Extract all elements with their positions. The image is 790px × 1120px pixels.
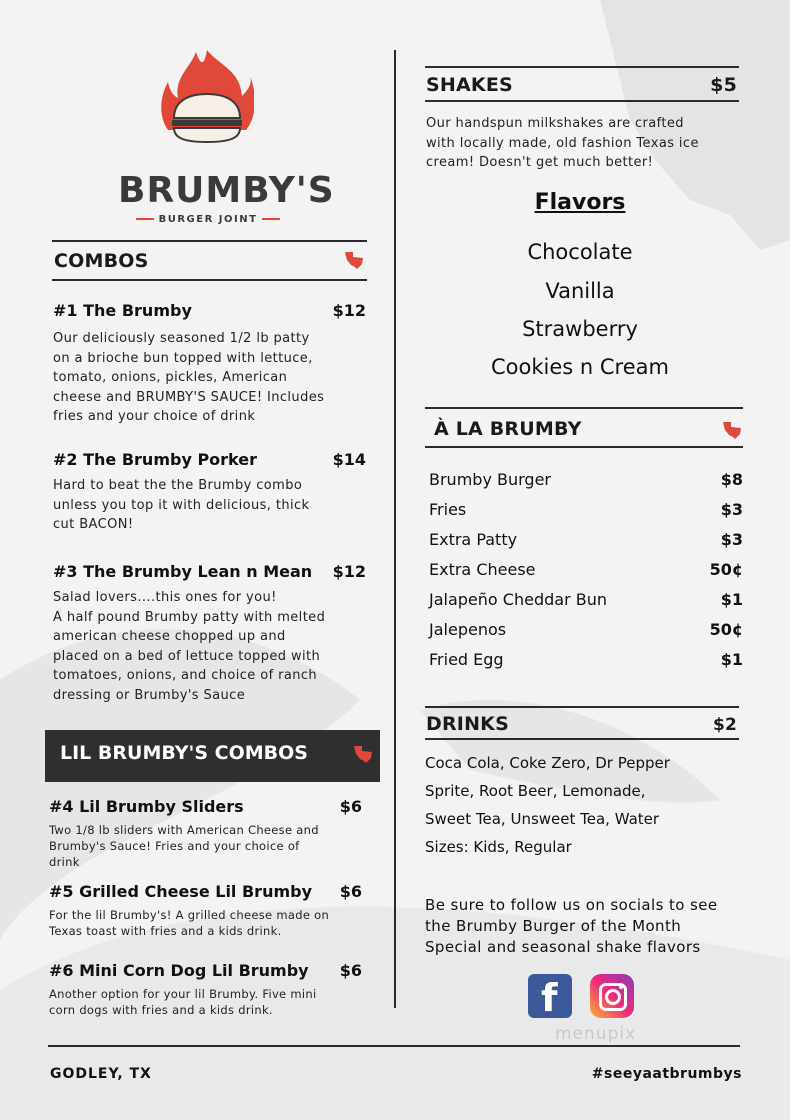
combo-1-price: $12 bbox=[332, 301, 366, 320]
ala-item-price: $1 bbox=[720, 650, 743, 669]
divider bbox=[262, 218, 280, 220]
facebook-icon[interactable] bbox=[528, 974, 572, 1018]
desc-line: Brumby's Sauce! Fries and your choice of bbox=[49, 839, 300, 853]
desc-line: Another option for your lil Brumby. Five mini bbox=[49, 987, 317, 1001]
watermark: menupix bbox=[555, 1024, 637, 1044]
desc-line: tomatoes, onions, and choice of ranch bbox=[53, 668, 318, 683]
section-rule bbox=[52, 240, 367, 242]
instagram-lens bbox=[605, 989, 621, 1005]
desc-line: Hard to beat the the Brumby combo bbox=[53, 478, 303, 493]
section-rule bbox=[425, 706, 739, 708]
social-line: Be sure to follow us on socials to see bbox=[425, 896, 718, 914]
social-message bbox=[425, 895, 755, 958]
lil-combo-6-price: $6 bbox=[339, 961, 362, 980]
desc-line: Our handspun milkshakes are crafted bbox=[426, 116, 684, 131]
desc-line: tomato, onions, pickles, American bbox=[53, 370, 288, 385]
desc-line: fries and your choice of drink bbox=[53, 409, 256, 424]
desc-line: drink bbox=[49, 855, 80, 869]
divider bbox=[136, 218, 154, 220]
section-rule bbox=[425, 407, 743, 409]
desc-line: on a brioche bun topped with lettuce, bbox=[53, 350, 313, 366]
combo-1-name: #1 The Brumby bbox=[53, 301, 192, 320]
ala-item-price: $3 bbox=[720, 530, 743, 549]
section-rule bbox=[425, 100, 739, 102]
combo-2-desc bbox=[53, 476, 309, 535]
combo-2-name: #2 The Brumby Porker bbox=[53, 450, 257, 469]
instagram-icon[interactable] bbox=[590, 974, 634, 1018]
ala-item-price: 50¢ bbox=[709, 620, 743, 639]
desc-line: cream! Doesn't get much better! bbox=[426, 155, 654, 170]
desc-line: american cheese chopped up and bbox=[53, 629, 286, 644]
desc-line: Texas toast with fries and a kids drink. bbox=[49, 924, 282, 938]
brand-name: BRUMBY'S bbox=[118, 170, 335, 211]
ala-item-price: $8 bbox=[720, 470, 743, 489]
ala-item-price: 50¢ bbox=[709, 560, 743, 579]
desc-line: A half pound Brumby patty with melted bbox=[53, 609, 326, 625]
flavor-item: Cookies n Cream bbox=[491, 355, 669, 379]
combo-1-desc bbox=[53, 329, 324, 427]
drink-line: Coca Cola, Coke Zero, Dr Pepper bbox=[425, 754, 670, 772]
ala-item-name: Brumby Burger bbox=[429, 470, 551, 489]
instagram-dot bbox=[619, 985, 623, 989]
social-line: the Brumby Burger of the Month bbox=[425, 917, 682, 935]
footer-location: GODLEY, TX bbox=[50, 1066, 152, 1082]
lil-combos-title: LIL BRUMBY'S COMBOS bbox=[60, 742, 308, 764]
ala-item-price: $3 bbox=[720, 500, 743, 519]
section-rule bbox=[425, 446, 743, 448]
desc-line: cut BACON! bbox=[53, 517, 134, 532]
drinks-title: DRINKS bbox=[426, 713, 509, 735]
desc-line: with locally made, old fashion Texas ice bbox=[426, 135, 699, 151]
combo-2-price: $14 bbox=[332, 450, 366, 469]
section-rule bbox=[52, 279, 367, 281]
lil-combo-5-name: #5 Grilled Cheese Lil Brumby bbox=[49, 882, 313, 901]
column-divider bbox=[394, 50, 396, 1008]
combos-title: COMBOS bbox=[54, 250, 149, 272]
facebook-glyph: f bbox=[541, 976, 558, 1020]
shakes-title: SHAKES bbox=[426, 74, 513, 96]
ala-item-name: Jalepenos bbox=[429, 620, 507, 639]
lil-combo-4-price: $6 bbox=[339, 797, 362, 816]
texas-icon bbox=[721, 419, 743, 441]
ala-item-name: Fries bbox=[429, 500, 467, 519]
section-rule bbox=[425, 66, 739, 68]
ala-item-price: $1 bbox=[720, 590, 743, 609]
lil-combo-4-name: #4 Lil Brumby Sliders bbox=[49, 797, 244, 816]
social-line: Special and seasonal shake flavors bbox=[425, 938, 701, 956]
flavor-item: Vanilla bbox=[545, 279, 615, 303]
ala-item-name: Fried Egg bbox=[429, 650, 504, 669]
lil-combo-4-desc bbox=[49, 822, 319, 870]
brand-subtitle-text: BURGER JOINT bbox=[158, 214, 258, 225]
footer-hashtag: #seeyaatbrumbys bbox=[591, 1066, 742, 1082]
ala-item-name: Jalapeño Cheddar Bun bbox=[429, 590, 607, 609]
shakes-price: $5 bbox=[710, 74, 737, 96]
drinks-price: $2 bbox=[712, 715, 737, 735]
footer-rule bbox=[48, 1045, 740, 1047]
texas-icon bbox=[343, 249, 365, 271]
section-rule bbox=[425, 738, 739, 740]
desc-line: Our deliciously seasoned 1/2 lb patty bbox=[53, 331, 310, 346]
lil-combo-5-price: $6 bbox=[339, 882, 362, 901]
shakes-desc bbox=[426, 114, 699, 173]
flavor-item: Strawberry bbox=[522, 317, 638, 341]
brand-subtitle bbox=[128, 214, 288, 225]
desc-line: corn dogs with fries and a kids drink. bbox=[49, 1003, 273, 1017]
desc-line: For the lil Brumby's! A grilled cheese made on bbox=[49, 908, 330, 922]
lil-combo-6-name: #6 Mini Corn Dog Lil Brumby bbox=[49, 961, 309, 980]
desc-line: placed on a bed of lettuce topped with bbox=[53, 648, 321, 664]
drink-line: Sprite, Root Beer, Lemonade, bbox=[425, 782, 646, 800]
ala-title: À LA BRUMBY bbox=[434, 418, 582, 440]
texas-icon bbox=[352, 743, 374, 765]
desc-line: cheese and BRUMBY'S SAUCE! Includes bbox=[53, 389, 325, 405]
drink-line: Sizes: Kids, Regular bbox=[425, 838, 572, 856]
desc-line: Two 1/8 lb sliders with American Cheese and bbox=[49, 823, 319, 837]
flavors-title: Flavors bbox=[534, 190, 626, 215]
brand-flame-logo bbox=[160, 48, 254, 152]
combo-3-name: #3 The Brumby Lean n Mean bbox=[53, 562, 313, 581]
desc-line: dressing or Brumby's Sauce bbox=[53, 687, 246, 703]
drink-line: Sweet Tea, Unsweet Tea, Water bbox=[425, 810, 660, 828]
flavor-item: Chocolate bbox=[527, 240, 633, 264]
ala-item-name: Extra Cheese bbox=[429, 560, 536, 579]
desc-line: unless you top it with delicious, thick bbox=[53, 497, 310, 513]
desc-line: Salad lovers....this ones for you! bbox=[53, 590, 277, 605]
combo-3-desc bbox=[53, 588, 325, 705]
lil-combo-6-desc bbox=[49, 986, 316, 1018]
lil-combo-5-desc bbox=[49, 907, 329, 939]
ala-item-name: Extra Patty bbox=[429, 530, 518, 549]
combo-3-price: $12 bbox=[332, 562, 366, 581]
